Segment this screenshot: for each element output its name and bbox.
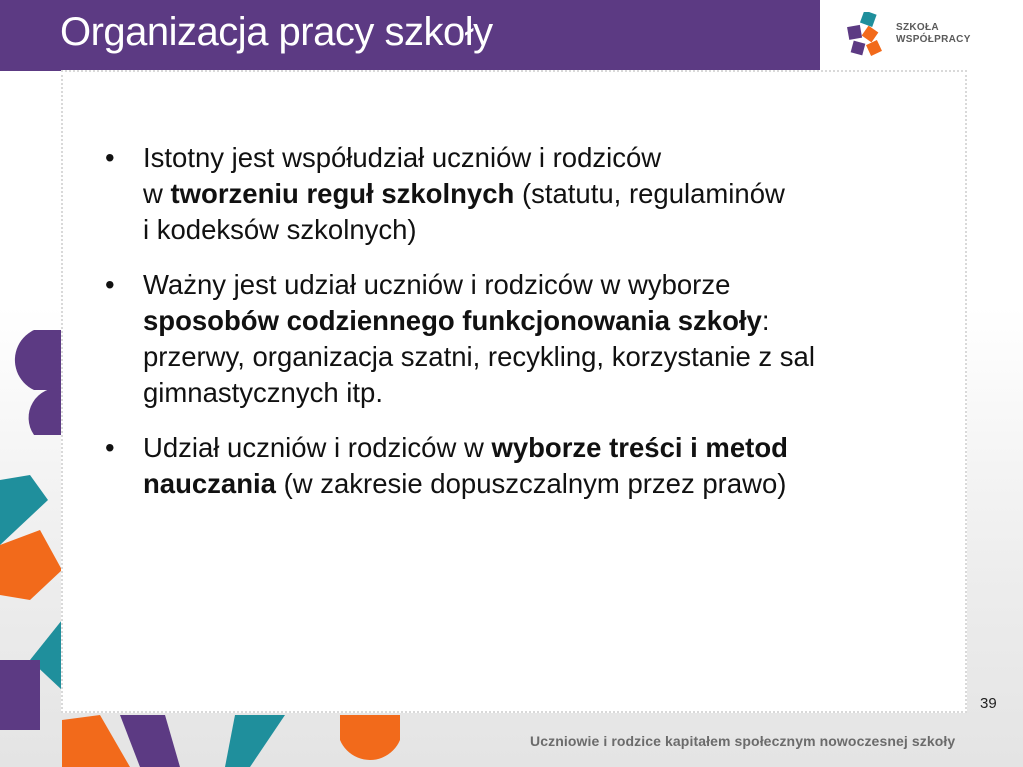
page-number: 39 bbox=[980, 695, 997, 712]
logo-line-2: WSPÓŁPRACY bbox=[896, 34, 971, 45]
logo bbox=[846, 12, 986, 58]
bullet-icon: • bbox=[105, 142, 115, 173]
purple-shape bbox=[15, 330, 62, 390]
bullet-icon: • bbox=[105, 432, 115, 463]
title-bar bbox=[0, 0, 820, 71]
footer-text: Uczniowie i rodzice kapitałem społecznym nowoczesnej szkoły bbox=[530, 733, 956, 749]
orange-shape bbox=[340, 715, 400, 760]
bullet-list bbox=[103, 140, 923, 521]
logo-text bbox=[896, 22, 971, 46]
purple-shape bbox=[0, 660, 40, 730]
slide-title: Organizacja pracy szkoły bbox=[60, 10, 493, 54]
list-item: • Istotny jest współudział uczniów i rodziców w tworzeniu reguł szkolnych (statutu, regulaminów i kodeksów szkolnych) bbox=[105, 142, 785, 245]
teal-shape bbox=[225, 715, 285, 767]
content-box bbox=[61, 70, 967, 713]
orange-shape bbox=[62, 715, 130, 767]
bullet-icon: • bbox=[105, 269, 115, 300]
purple-shape bbox=[120, 715, 180, 767]
list-item: • Udział uczniów i rodziców w wyborze treści i metod nauczania (w zakresie dopuszczalnym przez prawo) bbox=[105, 432, 788, 499]
purple-shape bbox=[29, 388, 62, 435]
list-item: • Ważny jest udział uczniów i rodziców w wyborze sposobów codziennego funkcjonowania szkoły: przerwy, organizacja szatni, recykling, korzystanie z sal gimnastycznych itp. bbox=[105, 269, 815, 408]
logo-line-1: SZKOŁA bbox=[896, 22, 939, 33]
orange-shape bbox=[0, 530, 62, 600]
logo-mark-icon bbox=[846, 12, 890, 56]
